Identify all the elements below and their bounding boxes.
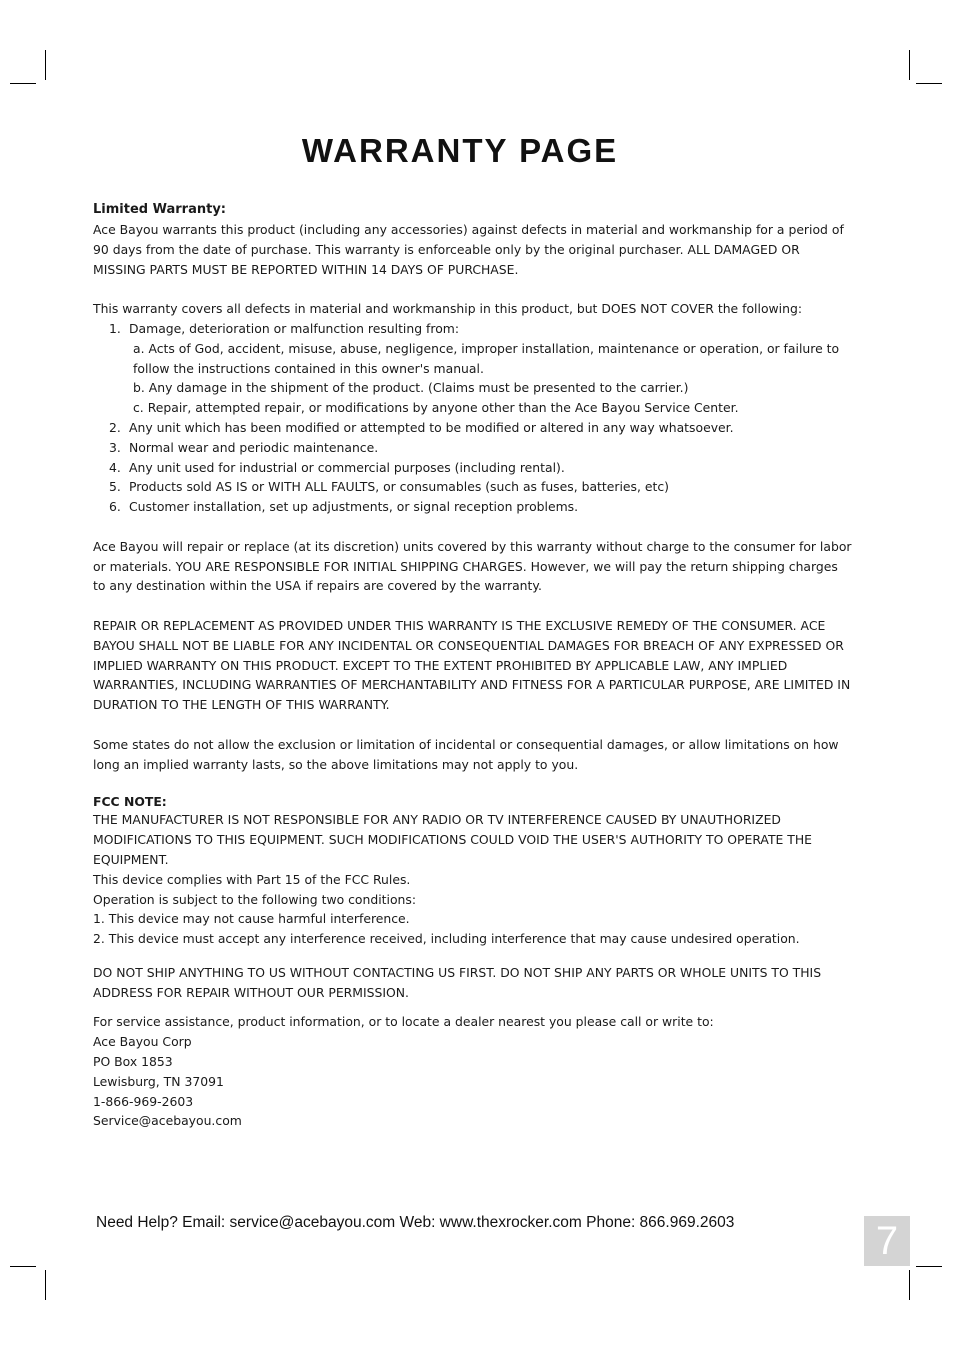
list-text: Damage, deterioration or malfunction resulting from: <box>129 320 460 336</box>
list-number: 3. <box>109 439 121 455</box>
crop-mark <box>916 1266 942 1267</box>
crop-mark <box>45 50 46 80</box>
crop-mark <box>909 50 910 80</box>
list-text: Products sold AS IS or WITH ALL FAULTS, or consumables (such as fuses, batteries, etc) <box>129 479 670 495</box>
list-text: Customer installation, set up adjustments, or signal reception problems. <box>129 499 579 515</box>
warranty-content <box>93 200 853 1131</box>
list-number: 2. <box>109 419 121 435</box>
contact-company: Ace Bayou Corp <box>93 1034 192 1050</box>
list-number: 1. <box>109 320 121 336</box>
list-text: Any unit used for industrial or commercial purposes (including rental). <box>129 459 565 475</box>
list-item <box>93 319 853 339</box>
contact-intro: For service assistance, product information, or to locate a dealer nearest you please call or write to: <box>93 1014 714 1030</box>
warranty-intro: Ace Bayou warrants this product (including any accessories) against defects in material and workmanship for a period of 90 days from the date of purchase. This warranty is enforceable only by the original purchaser. ALL DAMAGED OR MISSING PARTS MUST BE REPORTED WITHIN 14 DAYS OF PURCHASE. <box>93 222 844 277</box>
footer-help-line: Need Help? Email: service@acebayou.com Web: www.thexrocker.com Phone: 866.969.2603 <box>96 1214 735 1231</box>
crop-mark <box>10 83 36 84</box>
contact-phone: 1-866-969-2603 <box>93 1093 194 1109</box>
repair-policy: Ace Bayou will repair or replace (at its discretion) units covered by this warranty without charge to the consumer for labor or materials. YOU ARE RESPONSIBLE FOR INITIAL SHIPPING CHARGES. However, we will pay the return shipping charges to any destination within the USA if repairs are covered by the warranty. <box>93 538 852 594</box>
limited-warranty-heading: Limited Warranty: <box>93 202 226 217</box>
list-number: 4. <box>109 459 121 475</box>
list-item <box>93 497 853 517</box>
state-law-note: Some states do not allow the exclusion or limitation of incidental or consequential damages, or allow limitations on how long an implied warranty lasts, so the above limitations may not apply to you. <box>93 736 839 772</box>
list-item <box>93 418 853 438</box>
contact-po-box: PO Box 1853 <box>93 1054 173 1070</box>
crop-mark <box>916 83 942 84</box>
sub-list <box>93 339 853 418</box>
fcc-line: This device complies with Part 15 of the FCC Rules. <box>93 871 411 887</box>
fcc-line: 2. This device must accept any interference received, including interference that may cause undesired operation. <box>93 931 800 947</box>
list-item <box>93 438 853 458</box>
sub-list-item: a. Acts of God, accident, misuse, abuse, negligence, improper installation, maintenance or operation, or failure to follow the instructions contained in this owner's manual. <box>133 340 840 376</box>
list-text: Normal wear and periodic maintenance. <box>129 439 379 455</box>
sub-list-item: c. Repair, attempted repair, or modifications by anyone other than the Ace Bayou Service Center. <box>133 400 739 416</box>
page-title: WARRANTY PAGE <box>301 132 619 169</box>
list-item <box>93 477 853 497</box>
list-text: Any unit which has been modified or attempted to be modified or altered in any way whatsoever. <box>129 419 734 435</box>
fcc-line: Operation is subject to the following two conditions: <box>93 891 417 907</box>
fcc-line: THE MANUFACTURER IS NOT RESPONSIBLE FOR ANY RADIO OR TV INTERFERENCE CAUSED BY UNAUTHORIZED MODIFICATIONS TO THIS EQUIPMENT. SUCH MODIFICATIONS COULD VOID THE USER'S AUTHORITY TO OPERATE THE EQUIPMENT. <box>93 812 812 867</box>
contact-city: Lewisburg, TN 37091 <box>93 1073 224 1089</box>
crop-mark <box>10 1266 36 1267</box>
crop-mark <box>909 1270 910 1300</box>
list-number: 5. <box>109 479 121 495</box>
page-number: 7 <box>864 1216 910 1266</box>
shipping-notice: DO NOT SHIP ANYTHING TO US WITHOUT CONTACTING US FIRST. DO NOT SHIP ANY PARTS OR WHOLE UNITS TO THIS ADDRESS FOR REPAIR WITHOUT OUR PERMISSION. <box>93 964 822 1000</box>
list-number: 6. <box>109 499 121 515</box>
exclusions-list <box>93 319 853 517</box>
exclusive-remedy: REPAIR OR REPLACEMENT AS PROVIDED UNDER THIS WARRANTY IS THE EXCLUSIVE REMEDY OF THE CONSUMER. ACE BAYOU SHALL NOT BE LIABLE FOR ANY INCIDENTAL OR CONSEQUENTIAL DAMAGES FOR BREACH OF ANY EXPRESSED OR IMPLIED WARRANTY ON THIS PRODUCT. EXCEPT TO THE EXTENT PROHIBITED BY APPLICABLE LAW, ANY IMPLIED WARRANTIES, INCLUDING WARRANTIES OF MERCHANTABILITY AND FITNESS FOR A PARTICULAR PURPOSE, ARE LIMITED IN DURATION TO THE LENGTH OF THIS WARRANTY. <box>93 617 851 713</box>
crop-mark <box>45 1270 46 1300</box>
contact-email[interactable]: Service@acebayou.com <box>93 1113 242 1129</box>
sub-list-container <box>93 339 853 418</box>
fcc-line: 1. This device may not cause harmful interference. <box>93 911 410 927</box>
sub-list-item: b. Any damage in the shipment of the product. (Claims must be presented to the carrier.) <box>133 380 689 396</box>
list-item <box>93 458 853 478</box>
fcc-heading: FCC NOTE: <box>93 794 167 810</box>
coverage-intro: This warranty covers all defects in material and workmanship in this product, but DOES NOT COVER the following: <box>93 301 802 317</box>
